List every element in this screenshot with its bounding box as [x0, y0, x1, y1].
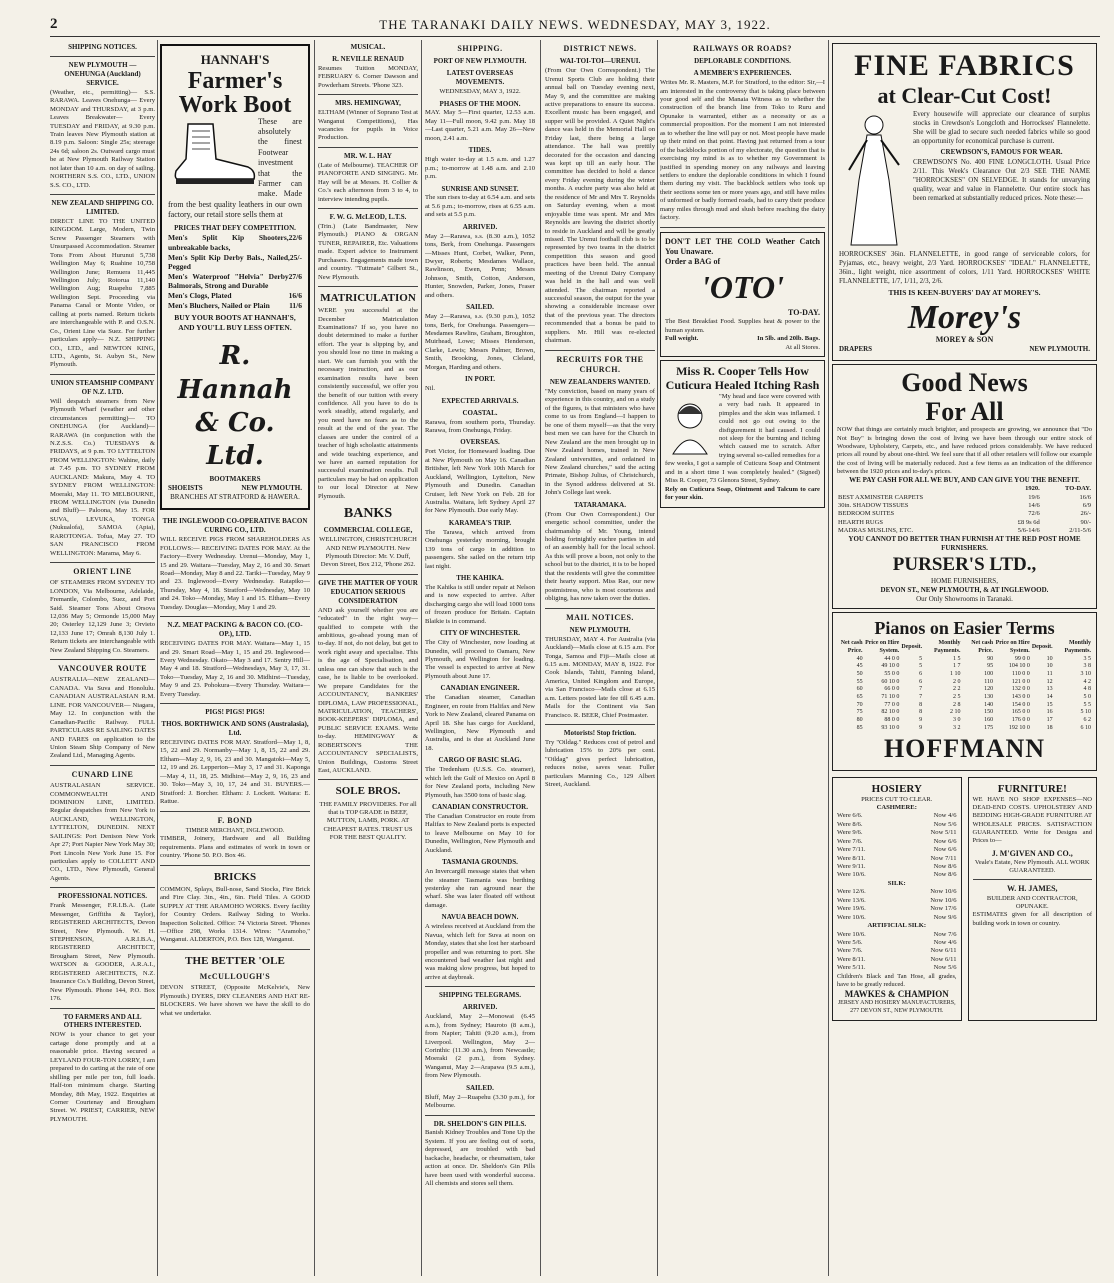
hosiery-ad	[832, 777, 962, 1021]
category-label: ARTIFICIAL SILK:	[867, 922, 927, 930]
price-item: Men's Clogs, Plated 16/6	[168, 291, 302, 301]
ad-body: TIMBER, Joinery, Hardware and all Building requirements. Plans and estimates of work in town or country. 'Phone 50. P.O. Box 46.	[160, 835, 310, 860]
ad-body: THE FAMILY PROVIDERS. For all that is TOP GRADE in BEEF, MUTTON, LAMB, PORK. AT CHEAPEST RATES. TRUST US FOR THE BEST QUALITY.	[319, 800, 417, 842]
divider	[318, 147, 418, 148]
ad-headline: FURNITURE!	[997, 782, 1067, 795]
ad-heading: TO FARMERS AND ALL OTHERS INTERESTED.	[63, 1012, 142, 1030]
morey-fine-fabrics-ad	[832, 43, 1097, 361]
price-item: Men's Split Kip Derby Bals., Nailed, Pegged 25/-	[168, 252, 302, 272]
subheading: TIDES.	[468, 146, 492, 155]
subheading: A MEMBER'S EXPERIENCES.	[693, 69, 792, 78]
subheading: KARAMEA'S TRIP.	[448, 518, 512, 527]
subheading: NAVUA BEACH DOWN.	[441, 913, 519, 922]
ad-heading: DR. SHELDON'S GIN PILLS.	[433, 1119, 527, 1128]
pigs-label: PIGS! PIGS! PIGS!	[205, 708, 265, 717]
list-item: Were 10/6. Now 7/6	[837, 930, 957, 938]
subheading: CANADIAN ENGINEER.	[440, 684, 520, 693]
price-item: Men's Bluchers, Nailed or Plain 11/6	[168, 300, 302, 310]
list-item: Were 5/11. Now 5/6	[837, 964, 957, 972]
divider	[50, 887, 155, 888]
divider	[160, 703, 310, 704]
subheading: SAILED.	[466, 1083, 494, 1092]
ad-headline: Good News	[901, 368, 1028, 398]
ad-heading: ORIENT LINE	[73, 567, 132, 577]
ad-body: Children's Black and Tan Hose, all grades, have to be greatly reduced.	[837, 972, 957, 988]
ad-heading: F. BOND	[217, 815, 253, 825]
table-row: HEARTH RUGS £8 9s 6d 90/-	[838, 518, 1091, 526]
article-heading: RECRUITS FOR THE CHURCH.	[556, 354, 644, 374]
ad-body: Resumes Tuition MONDAY, FEBRUARY 6. Corner Dawson and Powderham Streets. 'Phone 323.	[318, 64, 418, 89]
divider	[50, 1008, 155, 1009]
table-row: 160 176 0 0 17 6 2	[984, 716, 1091, 723]
subheading: NEW PLYMOUTH.	[569, 625, 631, 634]
price-item: Men's Waterproof "Helvia" Derby Balmorals, Strong and Durable 27/6	[168, 271, 302, 291]
subheading: PHASES OF THE MOON.	[439, 99, 521, 108]
ad-body: (Trin.) (Late Bandmaster, New Plymouth.) PIANO & ORGAN TUNER, REPAIRER, Etc. Valuations made. Expert advice to Instrument Purchasers. Engagements made town and country. "Tuttmate" Gilbert St., New Plymouth.	[318, 223, 418, 281]
article-text: The Tarawa, which arrived from Onehunga yesterday morning, brought 139 tons of cargo in addition to passengers. She sailed on the return trip last night.	[425, 528, 535, 570]
subheading: LATEST OVERSEAS MOVEMENTS.	[446, 69, 514, 87]
list-item: Were 7/11. Now 6/6	[837, 846, 957, 854]
ad-body: AUSTRALIA—NEW ZEALAND—CANADA. Via Suva and Honolulu. CANADIAN AUSTRALASIAN R.M. LINE. FOR VANCOUVER— Niagara, May 12. In conjunction with the Canadian-Pacific Railway. FULL PARTICULARS RE SAILING DATES AND FARES on application to the Union Steam Ship Company of New Zealand Ltd., Managing Agents.	[50, 676, 155, 760]
ad-tagline: BUY YOUR BOOTS AT HANNAH'S, AND YOU'LL BUY LESS OFTEN.	[174, 313, 296, 332]
ad-brand: HANNAH'S	[200, 52, 270, 67]
category-label: SILK:	[887, 879, 906, 887]
piano-price-tables	[837, 640, 1092, 732]
subheading: OVERSEAS.	[460, 438, 500, 447]
table-row: 85 93 10 0 9 3 2	[856, 724, 961, 731]
column-education	[318, 40, 418, 1280]
ad-agents: At all Stores.	[785, 343, 820, 351]
table-row: 140 154 0 0 15 5 5	[984, 701, 1091, 708]
ad-heading: SOLE BROS.	[335, 785, 401, 798]
page-number: 2	[50, 16, 59, 32]
divider	[425, 1115, 535, 1116]
ad-body: OF STEAMERS FROM SYDNEY TO LONDON, Via Melbourne, Adelaide, Fremantle, Colombo, Suez, and Port Said. Steamer Tons About Orsova 12,036 May 5; Ormonde 15,000 May 20; Osterley 12,129 June 3; Orvieto 12,133 June 17; Omrah 8,130 July 1. Return tickets are interchangeable with New Zealand Shipping Co. Steamers.	[50, 579, 155, 654]
ad-body: WERE you successful at the December Matriculation Examinations? If so, you have no doubt determined to make a further effort. The year is slipping by, and you should lose no time in making a start. We can furnish you with the necessary instruction, and as our examination results have been consistently successful, we offer you the benefit of our tuition with every confidence. All you have to do is work steadily, attend regularly, and you need have no fears as to the result at the end of the year. The classes are under the control of a teacher of high scholastic attainments and wide teaching experience, and we have an earned reputation for successful examination results. Full particulars may be had on application to our local Director at New Plymouth.	[318, 307, 418, 500]
ad-headline: Farmer's	[187, 67, 283, 94]
ad-heading: UNION STEAMSHIP COMPANY OF N.Z. LTD.	[50, 378, 155, 396]
ad-body: Frank Messenger, F.R.I.B.A. (Late Messenger, Griffiths & Taylor), REGISTERED ARCHITECTS, Devon Street, New Plymouth. W. H. STEPHENSON, A.R.I.B.A., REGISTERED ARCHITECT, Brougham Street, New Plymouth. WATSON & GOODER, A.R.A.I., REGISTERED ARCHITECTS, N.Z. Insurance Co.'s Building, Devon Street, New Plymouth. Phone 144, P.O. Box 176.	[50, 902, 155, 1003]
article-text: (From Our Own Correspondent.) Our energetic school committee, under the chairmanship of Mr. Young, intend holding fortnightly euchre parties in aid of an assembly hall for the local school. As this will prove a boon, not only to the school but to the district, it is to be hoped that the residents will give the committee their hearty support. Miss Rae, our new postmistress, who is most courteous and obliging, has now taken over the duties.	[545, 510, 655, 603]
ad-body: DEVON STREET, (Opposite McKelvie's, New Plymouth.) DYERS, DRY CLEANERS AND HAT RE-BLOCKERS. We have shown we have the skill to do what we undertake.	[160, 984, 310, 1017]
article-text: May 2—Rarawa, s.s. (8.30 a.m.), 1052 tons, Berk, from Onehunga. Passengers—Misses Hunt, Corbet, Walker, Penn, Dwyer, Roberts; Mesdames Wallace, Rawlinson, Ewen, Penn; Messrs Johnson, Smith, Cotton, Anderson, Hunter, Snowden, Parker, Jones, Fraser and others.	[425, 232, 535, 299]
list-item: Were 10/6. Now 8/6	[837, 871, 957, 879]
ad-brand: J. M'GIVEN AND CO.,	[991, 848, 1073, 858]
ad-body: ESTIMATES given for all description of building work in town or country.	[972, 911, 1092, 927]
divider	[318, 94, 418, 95]
article-text: The Kahika is still under repair at Nelson and is now expected to arrive. After discharging cargo she will load 1000 tons of frozen produce for Britain. Captain Blaikie is in command.	[425, 583, 535, 625]
ad-headline: HOSIERY	[871, 782, 922, 795]
table-header: Net cash Price. Price on Hire System. Deposit. Monthly Payments.	[840, 640, 961, 654]
ad-body: RECEIVING DATES FOR MAY. Waitara—May 1, 15 and 29. Smart Road—May 1, 15 and 29. Inglewood—Every Wednesday. Okato—May 3 and 17. Sentry Hill—May 4 and 18. Stratford—Wednesdays, May 3, 17, 31. Toko—Tuesday, May 2, 16 and 30. Midhirst—Tuesday, May 9 and 23. Pohokura—Every Thursday. Waitara—Every Tuesday.	[160, 640, 310, 698]
morey-logo: Morey's	[907, 299, 1022, 337]
portrait-illustration	[665, 396, 715, 456]
article-text: Nil.	[425, 385, 436, 393]
divider	[50, 659, 155, 660]
ad-brand: MAWKES & CHAMPION	[844, 988, 949, 999]
ad-footer: SHOEISTS NEW PLYMOUTH.	[168, 484, 302, 493]
table-row: MADRAS MUSLINS, ETC. 5/6-14/6 2/11-5/6	[838, 526, 1091, 534]
divider	[318, 208, 418, 209]
ad-heading: MATRICULATION	[320, 292, 416, 305]
ad-heading: CUNARD LINE	[71, 769, 134, 779]
ad-heading: Motorists! Stop friction.	[563, 729, 637, 738]
ad-body: (Weather, etc., permitting)— S.S. RARAWA. Leaves Onehunga— Every MONDAY and THURSDAY, at 3 p.m. Leaves Breakwater— Every TUESDAY and FRIDAY, at 9.30 p.m. Train leaves New Plymouth station at 8.19 p.m. Saloon: Single 25s; steerage 24s 6d; saloon 2s. Outward cargo must be at New Plymouth Railway Station not later than 10 a.m. on day of sailing. NORTHERN S.S. CO., LTD., UNION S.S. CO., LTD.	[50, 88, 155, 189]
column-rule	[540, 40, 541, 1276]
price-list	[837, 812, 957, 880]
table-row: 55 60 10 0 6 2 0	[856, 678, 961, 685]
column-rule	[657, 40, 658, 1276]
ad-footer: Full weight. In 5lb. and 20lb. Bags.	[665, 335, 820, 343]
table-row: 65 71 10 0 7 2 5	[856, 693, 961, 700]
masthead-title: THE TARANAKI DAILY NEWS. WEDNESDAY, MAY 3, 1922.	[379, 17, 771, 32]
ad-body: Every housewife will appreciate our clearance of surplus stocks in Crewdson's Longcloth and Horrockses' Flannelette. She will be glad to secure such needed fabrics while so good an opportunity for economical purchase is current.	[913, 109, 1090, 145]
ad-subheading: CREWDSON'S, FAMOUS FOR WEAR.	[940, 148, 1063, 157]
list-item: Were 10/6. Now 9/6	[837, 913, 957, 921]
subheading: ARRIVED.	[462, 1003, 498, 1012]
subheading: SUNRISE AND SUNSET.	[441, 184, 519, 193]
article-text: A wireless received at Auckland from the Navua, which left for Suva at noon on Monday, states that she lost her starboard propeller and was returning to port. She encountered bad weather last night and was making slow progress, but hoped to arrive at daybreak.	[425, 923, 535, 981]
logo-subtitle: HOME FURNISHERS,	[931, 577, 998, 586]
ad-heading: GIVE THE MATTER OF YOUR EDUCATION SERIOUS CONSIDERATION	[318, 578, 418, 605]
ad-heading: McCULLOUGH'S	[199, 971, 271, 981]
ad-headline: Work Boot	[178, 91, 292, 118]
ad-heading: NEW PLYMOUTH — ONEHUNGA (Auckland) SERVICE.	[64, 60, 141, 87]
article-text: The sun rises to-day at 6.54 a.m. and sets at 5.6 p.m.; to-morrow, rises at 6.55 a.m. and sets at 5.5 p.m.	[425, 194, 535, 219]
ad-body: COMMON, Splays, Bull-nose, Sand Stocks, Fire Brick and Fire Clay. 3in., 4in., 6in. Field Tiles. A GOOD SUPPLY AT THE ARAMOHO WORKS. Every facility for Country Orders. Railway Siding to Works. Inspection Solicited. Office: 74 Victoria Street. 'Phones—Office 298, Works 1314. Wires: "Aramoho," Wanganui. ALDERTON, P.O. Box 128, Wanganui.	[160, 885, 310, 944]
divider	[545, 608, 655, 609]
table-row: 130 143 0 0 14 5 0	[984, 693, 1091, 700]
subheading: EXPECTED ARRIVALS.	[441, 396, 519, 405]
article-text: The Canadian steamer, Canadian Engineer, en route from Halifax and New York to New Zealand, cleared Panama on April 18. She has cargo for Auckland, Wellington, New Plymouth and Australia, and is due at Auckland June 18.	[425, 694, 535, 752]
article-text: The City of Winchester, now loading at Dunedin, will proceed to Oamaru, New Plymouth, and Wellington for loading. The vessel is expected to arrive at New Plymouth about June 17.	[425, 639, 535, 680]
price-list	[837, 931, 957, 973]
ad-headline: Miss R. Cooper Tells How Cuticura Healed Itching Rash	[665, 364, 820, 393]
article-text: The Canadian Constructor en route from Halifax to New Zealand ports is expected to leave Melbourne on May 10 for Dunedin, Wellington, New Plymouth and Auckland.	[425, 812, 535, 854]
subheading: TASMANIA GROUNDS.	[442, 858, 518, 867]
ad-tagline: WE PAY CASH FOR ALL WE BUY, AND CAN GIVE YOU THE BENEFIT.	[849, 476, 1080, 485]
ad-body: (Late of Melbourne). TEACHER OF PIANOFORTE AND SINGING. Mr. Hay will be at Messrs. H. Collier & Co.'s each afternoon from 3 to 4, to interview intending pupils.	[318, 161, 418, 203]
pursers-good-news-ad	[832, 364, 1097, 609]
ad-headline: Pianos on Easier Terms	[874, 618, 1055, 639]
price-list	[837, 888, 957, 922]
ad-heading: BANKS	[343, 506, 393, 522]
ad-heading: THE BETTER 'OLE	[185, 954, 285, 967]
article-text: Auckland, May 2—Monowai (6.45 a.m.), from Sydney; Hauroto (8 a.m.), from Napier; Tahiti (9.20 a.m.), from Liverpool. Wellington, May 2—Corinthic (11.30 a.m.), from Newcastle; Moeraki (2 p.m.), from Sydney. Wanganui, May 2—Arapawa (9.5 a.m.), from New Plymouth.	[425, 1013, 535, 1080]
table-row: 70 77 0 0 8 2 8	[856, 701, 961, 708]
list-item: Were 5/6. Now 4/6	[837, 938, 957, 946]
list-item: Were 9/11. Now 8/6	[837, 863, 957, 871]
ad-heading: R. NEVILLE RENAUD	[332, 54, 404, 63]
ad-heading: THOS. BORTHWICK AND SONS (Australasia), Ltd.	[161, 720, 309, 738]
divider	[318, 574, 418, 575]
subheading: SHIPPING TELEGRAMS.	[439, 991, 521, 1000]
ad-body: AND ask yourself whether you are "educated" in the right way—qualified to compete with the ambitious, go-ahead young man of to-day. If not, do not delay, but get to work right away and specialise. This is the age of Specialisation, and unless one can show that such is the case, he is liable to be overlooked. We prepare Candidates for the ACCOUNTANCY, BANKERS' DIPLOMA, LAW PROFESSIONAL, MATRICULATION, TEACHERS', BOOK-KEEPERS' DIPLOMA, and PUBLIC SERVICE EXAMS. Write to-day. HEMINGWAY & ROBERTSON'S THE ACCOUNTANCY SPECIALISTS, Union Buildings, Customs Street East, AUCKLAND.	[318, 606, 418, 774]
article-text: (From Our Own Correspondent.) The Urenui Sports Club are holding their annual ball on Tuesday evening next, May 9, and the committee are making active preparations to ensure its success. Excellent music has been engaged, and supper will be provided. A Quiet Night's dance was held in the Memorial Hall on Friday last, there being a large attendance. The hall was prettily decorated for the occasion and dancing was kept up till an early hour. The committee has decided to hold a dance every Friday evening during the winter months. A euchre party was also held at the residence of Mr and Mrs T. Reynolds on Saturday evening, when a most enjoyable time was spent. Mr and Mrs Reynolds are leaving the district shortly to reside in Auckland and will be greatly missed. The Urenui football club is to be represented by two teams in the district competition this season and good practices have been held. The annual meeting of the Urenui Dairy Company was held in the hall and was well attended. The chairman reported a successful season, the output for the year showing a considerable increase over that of the previous year. The directors recommended that a bonus be paid to suppliers. Mr. Hill was re-elected chairman.	[545, 67, 655, 345]
ad-body: WE HAVE NO SHOP EXPENSES—NO DEAD-END COSTS. UPHOLSTERY AND BEDDING HIGH-GRADE FURNITURE AT WHOLESALE PRICES. SATISFACTION GUARANTEED. Write for Designs and Prices to—	[972, 795, 1092, 845]
divider	[545, 724, 655, 725]
subheading: PORT OF NEW PLYMOUTH.	[433, 57, 527, 66]
hannah-boot-ad	[160, 44, 310, 510]
ad-heading: VANCOUVER ROUTE	[58, 664, 147, 674]
article-text: Bluff, May 2—Ruapehu (3.30 p.m.), for Melbourne.	[425, 1093, 535, 1110]
logo-subtitle: BOOTMAKERS	[209, 475, 261, 484]
ad-body: HORROCKSES' 36in. FLANNELETTE, in good range of serviceable colors, for Pyjamas, etc., heavy weight, 2/3 Yard. HORROCKSES' "IDEAL" FLANNELETTE, 36in., light weight, nice assortment of colors, 1/11 Yard. HORROCKSES' WHITE FLANNELETTE, 1/7, 1/11, 2/3, 2/6.	[839, 249, 1090, 285]
ad-footer: Our Only Showrooms in Taranaki.	[916, 595, 1013, 604]
cuticura-ad	[660, 360, 825, 507]
ad-body: CREWDSON'S No. 400 FINE LONGCLOTH. Usual Price 2/11. This Week's Clearance Out 2/3 SEE THE NAME "HORROCKSES" ON SELVEDGE. It stands for unvarying quality, wear and value in Flannelette. Our entire stock has been remarked at substantially reduced prices. Note these:—	[913, 158, 1090, 203]
prices-heading: PRICES THAT DEFY COMPETITION.	[174, 223, 296, 232]
divider	[50, 765, 155, 766]
divider	[50, 194, 155, 195]
ad-subheadline: at Clear-Cut Cost!	[877, 82, 1052, 108]
list-item: Were 7/6. Now 6/6	[837, 837, 957, 845]
section-heading: DISTRICT NEWS.	[563, 44, 637, 53]
table-header: Net cash Price. Price on Hire System. Deposit. Monthly Payments.	[971, 640, 1091, 654]
divider	[160, 811, 310, 812]
subheading: SAILED.	[466, 303, 494, 312]
ad-subheading: TIMBER MERCHANT, INGLEWOOD.	[185, 827, 285, 834]
list-item: Were 12/6. Now 10/6	[837, 888, 957, 896]
ad-heading: F. W. G. McLEOD, L.T.S.	[329, 213, 407, 222]
masthead	[50, 14, 1100, 37]
category-label: CASHMERE:	[876, 803, 917, 811]
ad-body: DIRECT LINE TO THE UNITED KINGDOM. Large, Modern, Twin Screw Passenger Steamers with Unsurpassed Accommodation. Steamer Tons From About Hurunui 5,738 Wellington May 6; Ruahine 10,758 Wellington June; Remuera 11,445 Wellington July; Rotorua 11,140 Wellington Aug; Ruapehu 7,885 Wellington Sept. Proceeding via Panama Canal or Monte Video, or calling at ports named. Return tickets are interchangeable with P. and O.S.N. Co., Orient Line via Suez. For further particulars apply— N.Z. SHIPPING CO., LTD., and NEWTON KING, LTD., Agents, St. Aubyn St., New Plymouth.	[50, 217, 155, 369]
divider	[50, 374, 155, 375]
price-item: Men's Split Kip Shooters, unbreakable backs, 22/6	[168, 233, 302, 253]
piano-table	[837, 640, 962, 732]
divider	[50, 56, 155, 57]
ad-description: These are absolutely the finest Footwear investment that the Farmer can make. Made from the best quality leathers in our own factory, our retail store sells them at	[168, 116, 302, 220]
column-rule	[314, 40, 315, 1276]
article-text: MAY. May 5—First quarter, 12.53 a.m. May 11—Full moon, 9.42 p.m. May 18—Last quarter, 5.21 a.m. May 26—New moon, 2.41 a.m.	[425, 109, 535, 142]
table-row: 110 121 0 0 12 4 2	[984, 678, 1091, 685]
divider	[160, 616, 310, 617]
ad-body: ELTHAM (Winner of Soprano Test at Wanganui Competitions), Has vacancies for pupils in Voice Production.	[318, 109, 418, 142]
ad-branches: BRANCHES AT STRATFORD & HAWERA.	[170, 493, 300, 502]
pig-ads	[160, 514, 310, 1018]
divider	[160, 949, 310, 950]
column-shipping-news	[425, 40, 535, 1280]
oto-logo: 'OTO'	[701, 269, 784, 306]
list-item: Were 8/6. Now 5/6	[837, 820, 957, 828]
divider	[50, 562, 155, 563]
table-header: 1920. TO-DAY.	[1025, 485, 1091, 493]
article-text: Port Victor, for Homeward loading. Due at New Plymouth on May 16. Canadian Britisher, left New York 10th March for Auckland, Wellington, Lyttelton, New Plymouth and Dunedin. Canadian Cruiser, left New York on Feb. 28 for Australia. Waitara, left Sydney April 27 for New Plymouth. Due early May.	[425, 448, 535, 515]
table-row: 90 99 0 0 10 3 5	[987, 655, 1091, 662]
table-row: 100 110 0 0 11 3 10	[984, 670, 1091, 677]
article-text: High water to-day at 1.5 a.m. and 1.27 p.m.; to-morrow at 1.48 a.m. and 2.10 p.m.	[425, 156, 535, 181]
ad-heading: DON'T LET THE COLD Weather Catch You Unaware.	[665, 236, 820, 256]
subheading: CANADIAN CONSTRUCTOR.	[432, 803, 528, 811]
table-row: 40 44 0 0 5 1 5	[856, 655, 961, 662]
table-row: 60 66 0 0 7 2 2	[856, 686, 961, 693]
list-item: Were 19/6. Now 17/6	[837, 905, 957, 913]
divider	[318, 779, 418, 780]
ad-heading: THE INGLEWOOD CO-OPERATIVE BACON CURING CO., LTD.	[162, 517, 308, 535]
ad-heading: MR. W. L. HAY	[344, 151, 392, 160]
ad-footer: Rely on Cuticura Soap, Ointment and Talcum to care for your skin.	[665, 485, 820, 502]
hoffmann-logo: HOFFMANN	[883, 734, 1046, 764]
ad-body: "My head and face were covered with a very bad rash. It appeared in pimples and the skin was inflamed. I could not go out owing to the disfigurement it had caused. I could not sleep for the burning and itching which caused me to scratch. After trying several so-called remedies for a few weeks, I got a sample of Cuticura Soap and Ointment and in a short time I was completely healed." (Signed) Miss R. Cooper, 73 Glenora Street, Sydney.	[665, 392, 820, 485]
divider	[160, 865, 310, 866]
two-column-ads	[160, 514, 310, 1018]
ad-location: Veale's Estate, New Plymouth. ALL WORK GUARANTEED.	[974, 858, 1090, 875]
list-item: Were 7/6. Now 6/11	[837, 947, 957, 955]
table-row: 30in. SHADOW TISSUES 14/6 6/9	[838, 501, 1091, 509]
section-heading: PROFESSIONAL NOTICES.	[57, 892, 148, 901]
hoffmann-piano-ad	[832, 612, 1097, 770]
section-heading: SHIPPING.	[457, 44, 503, 53]
ad-heading: MRS. HEMINGWAY,	[335, 99, 401, 108]
subheading: COASTAL.	[462, 408, 498, 417]
section-heading: MAIL NOTICES.	[566, 612, 634, 622]
piano-table	[968, 640, 1093, 732]
column-rule	[157, 40, 158, 1276]
price-comparison-table	[837, 485, 1092, 535]
column-shipping-notices	[50, 40, 155, 1280]
column-rule	[828, 40, 829, 1276]
article-text: Rarawa, from southern ports, Thursday. Rarawa, from Onehunga, Friday.	[425, 418, 535, 434]
table-row: 150 165 0 0 16 5 10	[984, 709, 1091, 716]
section-heading: SHIPPING NOTICES.	[68, 43, 137, 51]
divider	[973, 879, 1093, 880]
price-list	[168, 233, 302, 310]
subheading: CARGO OF BASIC SLAG.	[438, 756, 522, 765]
subheading: WAI-TOI-TOI—URENUI.	[559, 57, 641, 66]
logo-subtitle: MOREY & SON	[935, 335, 994, 345]
article-text: An Invercargill message states that when the steamer Tasmania was berthing yesterday she ran aground near the wharf. She was later floated off without damage.	[425, 868, 535, 909]
ad-subheading: BUILDER AND CONTRACTOR, OPUNAKE.	[986, 894, 1078, 910]
article-text: The Tredenham (U.S.S. Co. steamer), which left the Gulf of Mexico on April 8 for New Zealand ports, including New Plymouth, has 3500 tons of basic slag.	[425, 766, 535, 799]
list-item: Were 8/11. Now 6/11	[837, 955, 957, 963]
subheading: NEW ZEALANDERS WANTED.	[549, 378, 651, 387]
ad-subheading: Order a BAG of	[665, 257, 721, 267]
column-rule	[421, 40, 422, 1276]
woman-illustration	[839, 110, 909, 250]
ad-subheading: JERSEY AND HOSIERY MANUFACTURERS,	[837, 1000, 956, 1007]
list-item: Were 8/11. Now 7/11	[837, 854, 957, 862]
list-item: Were 13/6. Now 10/6	[837, 896, 957, 904]
ad-location: 277 DEVON ST., NEW PLYMOUTH.	[850, 1008, 944, 1014]
ad-heading: NEW ZEALAND SHIPPING CO. LIMITED.	[51, 199, 154, 217]
ad-body: Will despatch steamers from New Plymouth Wharf (weather and other circumstances permitting)— TO ONEHUNGA (for Auckland)— RARAWA (in conjunction with the N.Z.S.S. Co.) TUESDAYS & FRIDAYS, at 9 p.m. TO LYTTELTON FROM WELLINGTON: Wahine, daily at 7.45 p.m. TO SYDNEY FROM AUCKLAND: Makura, May 4. TO SYDNEY FROM WELLINGTON: Moeraki, May 11. TO MELBOURNE, FROM WELLINGTON (via Dunedin and Bluff)— Paloona, May 15. FOR SUVA, LEVUKA, TONGA (Nukualofa), SAMOA (Apia), RAROTONGA. Tofua, May 27. TO SAN FRANCISCO FROM WELLINGTON: Marama, May 6.	[50, 397, 155, 557]
ad-tagline: YOU CANNOT DO BETTER THAN FURNISH AT THE RED POST HOME FURNISHERS.	[848, 535, 1081, 553]
article-text: "My conviction, based on many years of experience in this country, and on a study of the figures, is that ministers who have come to us from England—I happen to be one of them myself—as that the very best men we can have for the Church in New Zealand are the men brought up in New Zealand homes, trained in New Zealand universities, and ordained in New Zealand churches," said the acting Primate, Bishop Julius, of Christchurch, in the Synod address delivered at St. John's College last week.	[545, 388, 655, 497]
subheading: TATARAMAKA.	[574, 500, 626, 509]
ad-footer: DRAPERS NEW PLYMOUTH.	[839, 345, 1090, 354]
column-hannah-ads	[160, 40, 310, 1280]
divider	[425, 986, 535, 987]
table-row: BEDROOM SUITES 72/6 26/-	[838, 510, 1091, 518]
ad-heading: BRICKS	[213, 870, 257, 883]
subheading: CITY OF WINCHESTER.	[439, 629, 521, 638]
ad-subheading: PRICES CUT TO CLEAR.	[861, 795, 933, 803]
ad-headline: For All	[925, 396, 1004, 426]
column-district-news	[545, 40, 655, 1280]
subheading: IN PORT.	[465, 375, 495, 384]
table-row: BEST AXMINSTER CARPETS 19/6 16/6	[838, 493, 1091, 501]
table-row: 175 192 10 0 18 6 10	[984, 724, 1091, 731]
ad-body: AUSTRALASIAN SERVICE. COMMONWEALTH AND DOMINION LINE, LIMITED. Regular despatches from New York to AUCKLAND, WELLINGTON, LYTTELTON, DUNEDIN. NEXT SAILINGS: Port Denison New York Apr 27; Port Napier New York May 30; Port Lincoln New York June 15. For particulars apply to COLLETT AND CO., LTD., New Plymouth, General Agents.	[50, 782, 155, 882]
column-retail-ads	[832, 40, 1097, 1280]
ad-body: NOW is your chance to get your cartage done promptly and at a reasonable price. Having secured a LEYLAND FOUR-TON LORRY, I am prepared to do carting at the rate of one shilling per mile per ton, full loads. Half-ton minimum charge. Starting Monday, 8th May, 1922. Enquiries at Corner Courtenay and Brougham Street. W. PRIEST, CARRIER, NEW PLYMOUTH.	[50, 1031, 155, 1123]
divider	[660, 227, 825, 228]
divider	[318, 286, 418, 287]
table-row: 50 55 0 0 6 1 10	[856, 670, 961, 677]
subheading: THE KAHIKA.	[456, 574, 504, 582]
table-row: 80 88 0 0 9 3 0	[856, 716, 961, 723]
ad-body: Try "Oildag." Reduces cost of petrol and lubrication 15% to 20% per cent. "Oildag" gives perfect lubrication, reduces noise, saves wear. Fuller particulars Manning Co., 129 Albert Street, Auckland.	[545, 739, 655, 789]
subheading: ARRIVED.	[462, 222, 498, 231]
ad-headline: FINE FABRICS	[854, 49, 1075, 82]
ad-body: The Best Breakfast Food. Supplies heat & power to the human system.	[665, 318, 820, 334]
date-line: WEDNESDAY, MAY 3, 1922.	[439, 88, 521, 96]
oto-ad	[660, 232, 825, 358]
ad-body: WILL RECEIVE PIGS FROM SHAREHOLDERS AS FOLLOWS:— RECEIVING DATES FOR MAY. At the Factory—Every Wednesday. Urenui—Monday, May 1, 15 and 29. Waitara—Tuesday, May 2, 16 and 30. Smart Road—Monday, May 8 and 22. Tariki—Tuesday, May 9 and 23. Inglewood—Every Wednesday. Ratapiko—Thursday, May 4, 18. Stratford—Wednesday, May 10 and 24. Toko—Monday, May 1 and 15. Eltham—Every Tuesday. Douglas—Monday, May 1 and 29.	[160, 536, 310, 611]
list-item: Were 6/6. Now 4/6	[837, 812, 957, 820]
ad-brand: W. H. JAMES,	[1006, 884, 1058, 894]
purser-logo: PURSER'S LTD.,	[892, 554, 1037, 576]
article-text: May 2—Rarawa, s.s. (9.30 p.m.), 1052 tons, Berk, for Onehunga. Passengers—Mesdames Rawlins, Graham, Broughton, Muirhead, Lowe; Misses Henderson, Clarke, Lewis; Messrs Palmer, Brown, Smith, Brooking, Jones, Cleland, Morgan, Harding and others.	[425, 313, 535, 371]
table-row: 75 82 10 0 8 2 10	[856, 709, 961, 716]
bottom-ads	[832, 774, 1097, 1024]
ad-body: WELLINGTON, CHRISTCHURCH AND NEW PLYMOUTH. New Plymouth Director: Mr. V. Duff, Devon Street, Box 212, 'Phone 262.	[319, 536, 417, 569]
ad-body: Banish Kidney Troubles and Tone Up the System. If you are feeling out of sorts, depressed, are troubled with bad backache, headache, or rheumatism, take action at once. Dr. Sheldon's Gin Pills have been used with wonderful success. All chemists and stores sell them.	[425, 1129, 535, 1188]
ad-subheading: COMMERCIAL COLLEGE,	[323, 526, 413, 535]
article-heading: RAILWAYS OR ROADS?	[693, 44, 792, 53]
table-row: 45 49 10 0 5 1 7	[856, 663, 961, 670]
subheading: DEPLORABLE CONDITIONS.	[694, 57, 791, 66]
section-heading: MUSICAL.	[350, 43, 386, 51]
ad-heading: N.Z. MEAT PACKING & BACON CO. (CO-OP.), LTD.	[167, 621, 303, 639]
hannah-logo: R. Hannah & Co. Ltd.	[177, 341, 293, 472]
boot-illustration	[168, 119, 258, 189]
article-text: THURSDAY, MAY 4. For Australia (via Auckland)—Mails close at 6.15 a.m. For Tonga, Samoa and Fiji—Mails close at 6.15 a.m. MONDAY, MAY 8, 1922. For Cook Islands, Tahiti, Fanning Island, America, United Kingdom and Europe, via San Francisco—Mails close at 6.15 a.m. Letters posted late fee till 6.45 a.m. Mails for the Continent via San Francisco. R. BEER, Chief Postmaster.	[545, 635, 655, 719]
ad-location: DEVON ST., NEW PLYMOUTH, & AT INGLEWOOD.	[880, 586, 1049, 595]
divider	[545, 350, 655, 351]
table-row: 95 104 10 0 10 3 8	[987, 663, 1091, 670]
list-item: Were 9/6. Now 5/11	[837, 829, 957, 837]
ad-tagline: THIS IS KEEN-BUYERS' DAY AT MOREY'S.	[888, 288, 1041, 298]
article-text: Writes Mr. R. Masters, M.P. for Stratford, to the editor: Sir,—I am interested in the controversy that is taking place between your good self and the Manaia Witness as to whether the construction of the branch line from Toko to Ruru and Opunake is warranted, either as a necessity or as a commercial proposition. For the moment I am not interested as to whether the line will pay or not. Most people have made up their mind on that point. Having just returned from a tour of the backblocks portion of my electorate, the question that is exercising my mind is as to whether my Government is justified in spending money on any railways and leaving settlers to endure the deplorable conditions in which I found them during my visit. The backblock settlers who took up their sections some ten or more years ago, and still have miles of unformed or badly formed roads, had to carry their produce many miles through mud and slush before reaching the dairy factory.	[660, 79, 825, 222]
table-row: 120 132 0 0 13 4 8	[984, 686, 1091, 693]
furniture-ad	[968, 777, 1098, 1021]
ad-today: TO-DAY.	[788, 308, 820, 318]
column-railways	[660, 40, 825, 1280]
ad-body: RECEIVING DATES FOR MAY. Stratford—May 1, 8, 15, 22 and 29. Normanby—May 1, 8, 15, 22 and 29. Eltham—May 2, 9, 16, 23 and 30. Mangatoki—May 5, 12, 19 and 26. Lepperton—May 3, 17 and 31. Kaponga—May 4, 11, 18, 25. Midhirst—May 2, 9, 16, 23 and 30. Toko—May 3, 10, 17, 24 and 31. BUYERS.— Stratford: J. Borcher. Eltham: J. Lockett. Waitara: E. Rattue.	[160, 739, 310, 806]
ad-body: NOW that things are certainly much brighter, and prospects are growing, we announce that "Do Not Buy" is bringing down the cost of living we have been through our entire stock of Woodware, Upholstery, Carpets, etc., and have reduced prices considerably. We have reduced prices all round by about one-third. We feel sure that if all other retailers will follow our example the cost of living will be materially reduced. Just a few items as an indication of the difference between the 1920 prices and to-day's prices.	[837, 426, 1092, 475]
